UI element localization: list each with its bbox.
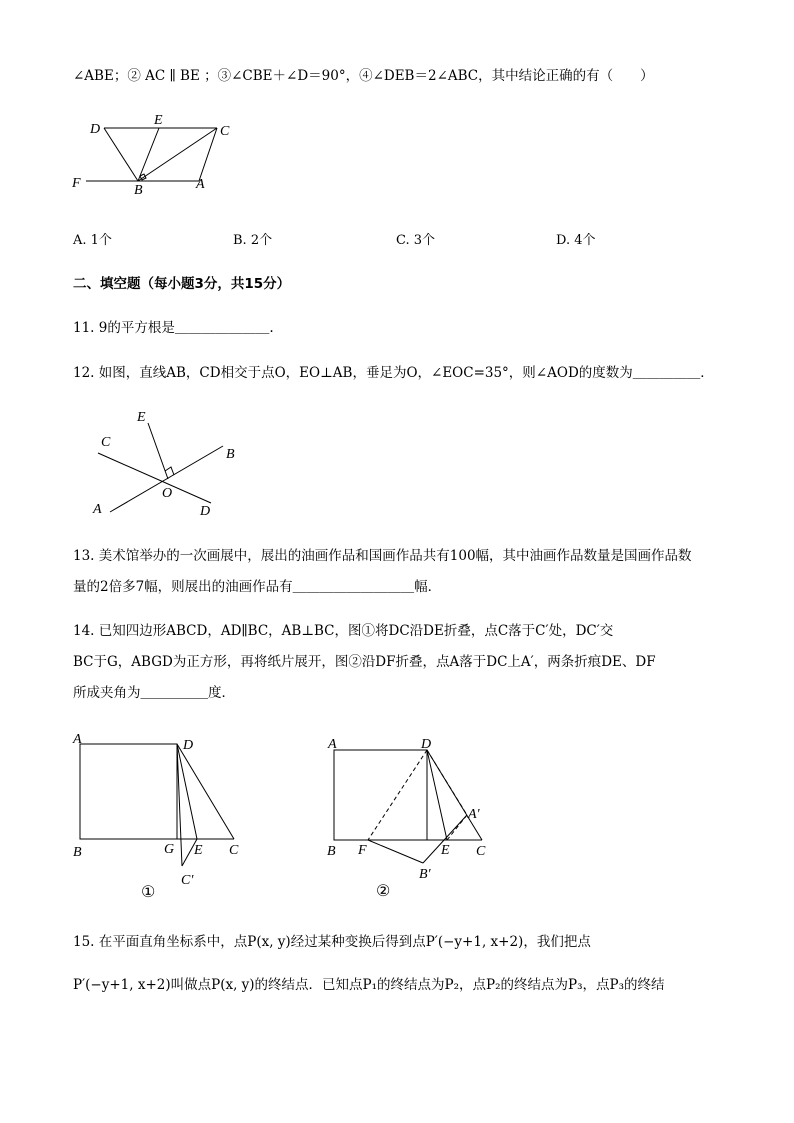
q14-line3: 所成夹角为＿＿＿＿＿度． — [73, 685, 235, 701]
label-D: D — [183, 738, 194, 753]
label-F: F — [358, 843, 367, 858]
label-A: A — [328, 737, 337, 752]
label-E: E — [441, 843, 450, 858]
label-D: D — [90, 122, 101, 137]
label-E: E — [154, 113, 163, 128]
label-A: A — [93, 502, 102, 517]
line-CD — [98, 453, 211, 503]
q12-text: 12. 如图，直线AB，CD相交于点O，EO⊥AB，垂足为O，∠EOC=35°，则∠AOD的度数为＿＿＿＿＿． — [73, 365, 714, 381]
line-DB — [104, 128, 138, 181]
figure-number-1: ① — [141, 884, 156, 901]
q10-figure — [66, 112, 241, 202]
label-C-prime: C′ — [181, 873, 194, 888]
label-D: D — [421, 737, 432, 752]
label-A-prime: A′ — [468, 807, 480, 822]
q11-text: 11. 9的平方根是＿＿＿＿＿＿＿. — [73, 320, 274, 336]
option-c: C. 3个 — [396, 233, 436, 248]
figure-number-2: ② — [376, 883, 391, 900]
option-d: D. 4个 — [556, 233, 596, 248]
label-E: E — [194, 843, 203, 858]
q10-stem: ∠ABE；② AC ∥ BE ；③∠CBE＋∠D＝90°，④∠DEB＝2∠ABC，其中结论正确的有（ ） — [73, 68, 654, 84]
square-ABGD — [80, 744, 177, 839]
q14-figure-1 — [66, 726, 251, 906]
label-B-prime: B′ — [419, 867, 431, 882]
q12-figure — [88, 402, 258, 522]
label-C: C — [476, 844, 486, 859]
q15-line1: 15. 在平面直角坐标系中，点P(x, y)经过某种变换后得到点P′(−y+1, x+2)，我们把点 — [73, 934, 591, 950]
label-B: B — [327, 844, 336, 859]
label-O: O — [162, 486, 173, 501]
line-EB — [138, 128, 159, 181]
label-F: F — [72, 176, 81, 191]
rect-AB-side — [334, 750, 427, 840]
option-b: B. 2个 — [233, 233, 273, 248]
fold-DF — [368, 750, 427, 840]
label-E: E — [137, 410, 146, 425]
line-AB — [110, 446, 223, 512]
q14-line2: BC于G，ABGD为正方形，再将纸片展开，图②沿DF折叠，点A落于DC上A′，两条折痕DE、DF — [73, 654, 656, 670]
label-B: B — [73, 845, 82, 860]
q13-line2: 量的2倍多7幅，则展出的油画作品有＿＿＿＿＿＿＿＿＿幅． — [73, 579, 442, 595]
label-B: B — [226, 447, 235, 462]
fold-DE — [427, 750, 447, 840]
q15-line2: P′(−y+1, x+2)叫做点P(x, y)的终结点．已知点P₁的终结点为P₂，点P₂的终结点为P₃，点P₃的终结 — [73, 977, 665, 993]
label-A: A — [196, 177, 205, 192]
line-FB2 — [368, 840, 423, 863]
line-DC — [177, 744, 234, 839]
label-C: C — [101, 435, 111, 450]
section-title: 二、填空题（每小题3分，共15分） — [73, 276, 291, 292]
label-B: B — [134, 183, 143, 198]
label-D: D — [200, 504, 211, 519]
option-a: A. 1个 — [73, 233, 112, 248]
line-CA — [199, 128, 217, 181]
label-G: G — [164, 842, 175, 857]
label-C: C — [229, 843, 239, 858]
q14-figure-2 — [320, 730, 505, 905]
label-A: A — [73, 732, 82, 747]
q14-line1: 14. 已知四边形ABCD，AD∥BC，AB⊥BC，图①将DC沿DE折叠，点C落于C′处，DC′交 — [73, 623, 614, 639]
label-C: C — [220, 124, 230, 139]
q13-line1: 13. 美术馆举办的一次画展中，展出的油画作品和国画作品共有100幅，其中油画作品数量是国画作品数 — [73, 548, 692, 564]
line-CB — [138, 128, 217, 181]
